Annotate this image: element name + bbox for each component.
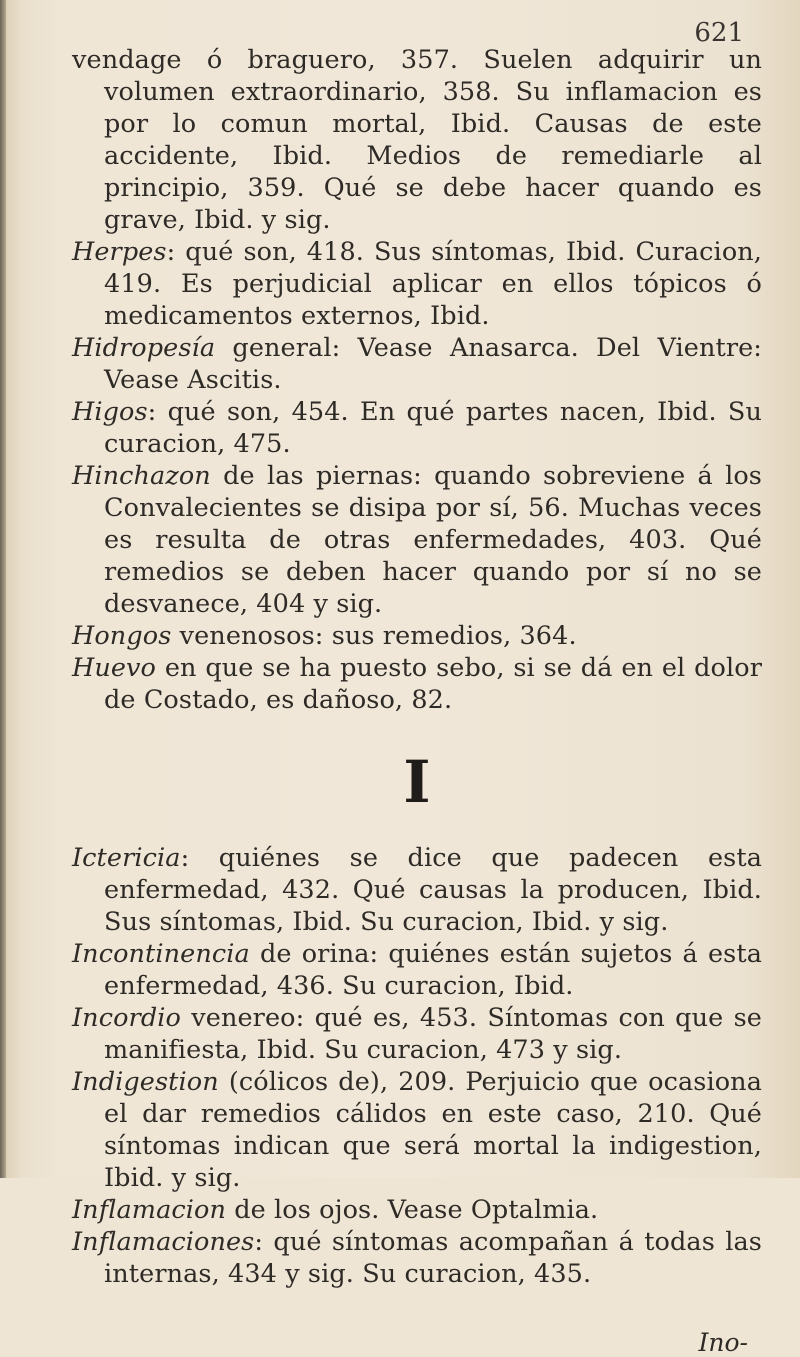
index-entry: [72, 652, 762, 716]
entry-head: Inflamacion: [72, 1195, 226, 1225]
index-entry: [72, 44, 762, 236]
entries-i-section: [72, 842, 762, 1290]
index-entry: [72, 1226, 762, 1290]
entry-text: de orina: quiénes están sujetos á esta enfermedad, 436. Su curacion, Ibid.: [104, 939, 762, 1001]
page-number: 621: [694, 18, 744, 48]
entry-text: (cólicos de), 209. Perjuicio que ocasiona el dar remedios cálidos en este caso, 210. Qué síntomas indican que será mortal la indigestion, Ibid. y sig.: [104, 1067, 762, 1193]
index-entry: [72, 460, 762, 620]
entry-head: Higos: [72, 397, 148, 427]
index-entry: [72, 236, 762, 332]
index-entry: [72, 842, 762, 938]
entry-text: en que se ha puesto sebo, si se dá en el dolor de Costado, es dañoso, 82.: [104, 653, 762, 715]
entry-head: Hinchazon: [72, 461, 211, 491]
entry-head: Hidropesía: [72, 333, 216, 363]
entry-head: Indigestion: [72, 1067, 219, 1097]
index-entry: [72, 1002, 762, 1066]
entry-text: de las piernas: quando sobreviene á los Convalecientes se disipa por sí, 56. Muchas veces es resulta de otras enfermedades, 403. Qué remedios se deben hacer quando por sí no se desvanece, 404 y sig.: [104, 461, 762, 619]
entry-text: de los ojos. Vease Optalmia.: [226, 1195, 599, 1225]
index-entry: [72, 396, 762, 460]
index-entry: [72, 620, 762, 652]
entry-head: Hongos: [72, 621, 172, 651]
index-entry: [72, 938, 762, 1002]
index-entry: [72, 1066, 762, 1194]
entry-text: : qué son, 454. En qué partes nacen, Ibid. Su curacion, 475.: [104, 397, 762, 459]
index-entries: [72, 44, 762, 1357]
entry-text: : quiénes se dice que padecen esta enfermedad, 432. Qué causas la producen, Ibid. Sus síntomas, Ibid. Su curacion, Ibid. y sig.: [104, 843, 762, 937]
entry-text: : qué son, 418. Sus síntomas, Ibid. Curacion, 419. Es perjudicial aplicar en ellos tópicos ó medicamentos externos, Ibid.: [104, 237, 762, 331]
entries-h-section: [72, 44, 762, 716]
entry-text: vendage ó braguero, 357. Suelen adquirir un volumen extraordinario, 358. Su inflamacion es por lo comun mortal, Ibid. Causas de este accidente, Ibid. Medios de remediarle al principio, 359. Qué se debe hacer quando es grave, Ibid. y sig.: [72, 45, 762, 235]
entry-text: venereo: qué es, 453. Síntomas con que se manifiesta, Ibid. Su curacion, 473 y sig.: [104, 1003, 762, 1065]
entry-head: Incontinencia: [72, 939, 250, 969]
entry-text: venenosos: sus remedios, 364.: [171, 621, 577, 651]
entry-head: Inflamaciones: [72, 1227, 255, 1257]
entry-head: Incordio: [72, 1003, 181, 1033]
section-letter: I: [403, 748, 431, 816]
index-entry: [72, 332, 762, 396]
entry-text: general: Vease Anasarca. Del Vientre: Vease Ascitis.: [104, 333, 762, 395]
entry-head: Ictericia: [72, 843, 181, 873]
catchword: Ino-: [698, 1328, 748, 1357]
entry-text: : qué síntomas acompañan á todas las internas, 434 y sig. Su curacion, 435.: [104, 1227, 762, 1289]
page-binding-edge: [0, 0, 6, 1178]
entry-head: Herpes: [72, 237, 167, 267]
index-entry: [72, 1194, 762, 1226]
entry-head: Huevo: [72, 653, 157, 683]
